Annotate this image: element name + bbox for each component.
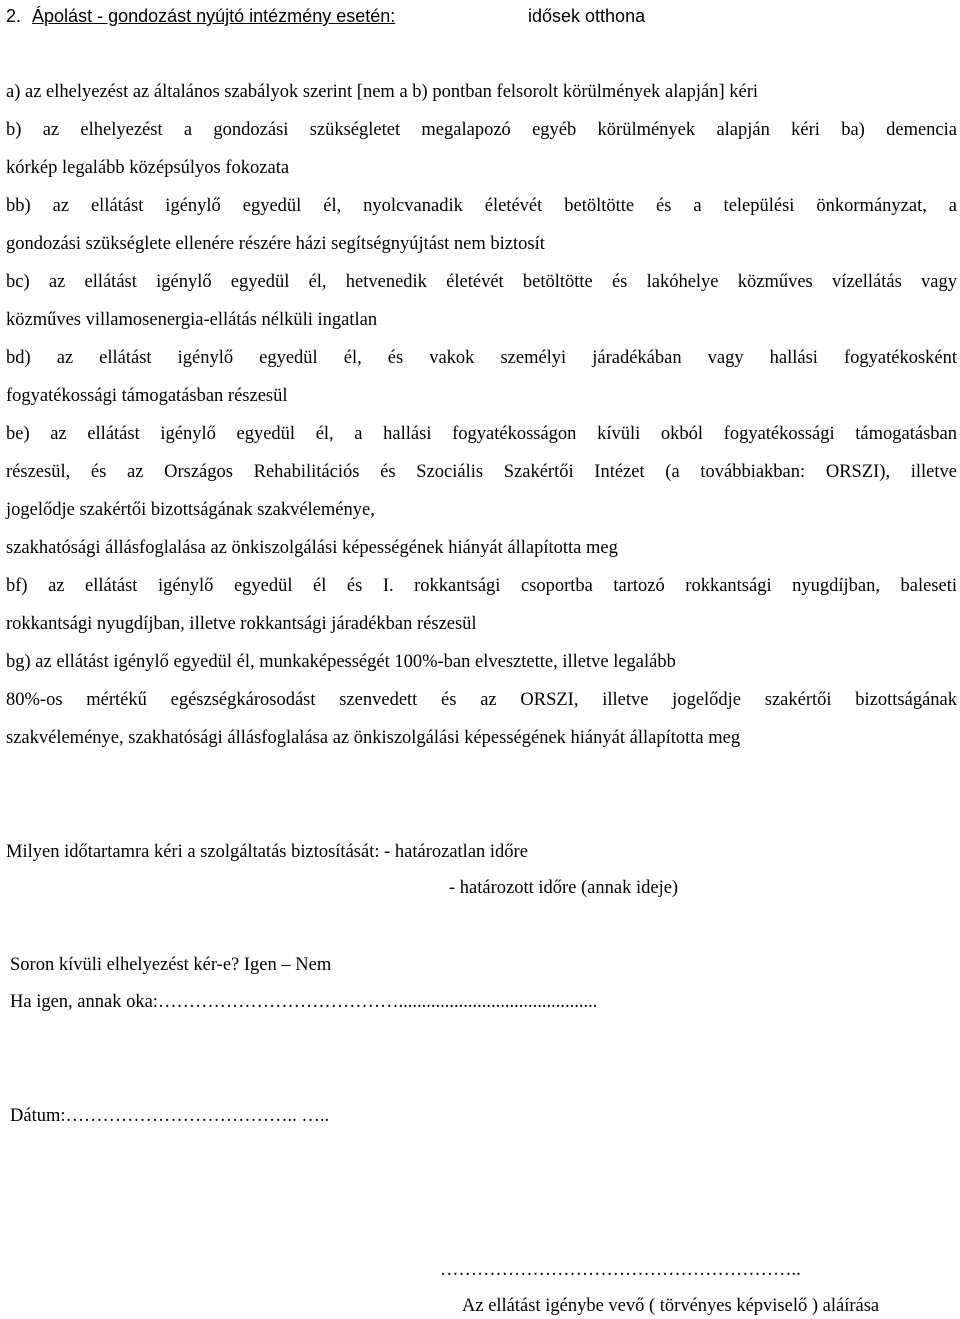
signature-line: …………………………………………………..	[440, 1260, 801, 1280]
item-bb-line1: bb) az ellátást igénylő egyedül él, nyolcvanadik életévét betöltötte és a települési önkormányzat, a	[6, 196, 957, 216]
item-bc-line2: közműves villamosenergia-ellátás nélküli ingatlan	[6, 310, 378, 330]
item-bc-line1: bc) az ellátást igénylő egyedül él, hetvenedik életévét betöltötte és lakóhelye közműves vízellátás vagy	[6, 272, 957, 292]
urgent-reason-field: Ha igen, annak oka:…………………………………...........................................	[10, 992, 598, 1012]
date-field: Dátum:……………………………….. …..	[10, 1106, 330, 1126]
item-bg-line1: bg) az ellátást igénylő egyedül él, munkaképességét 100%-ban elvesztette, illetve legalább	[6, 652, 676, 672]
item-bf-line2: rokkantsági nyugdíjban, illetve rokkantsági járadékban részesül	[6, 614, 477, 634]
duration-question: Milyen időtartamra kéri a szolgáltatás biztosítását: - határozatlan időre	[6, 842, 528, 862]
item-bb-line2: gondozási szükséglete ellenére részére házi segítségnyújtást nem biztosít	[6, 234, 545, 254]
item-bf-line1: bf) az ellátást igénylő egyedül él és I. rokkantsági csoportba tartozó rokkantsági nyugdíjban, baleseti	[6, 576, 957, 596]
item-a: a) az elhelyezést az általános szabályok szerint [nem a b) pontban felsorolt körülmények alapján] kéri	[6, 82, 759, 102]
item-bg-line2: 80%-os mértékű egészségkárosodást szenvedett és az ORSZI, illetve jogelődje szakértői bizottságának	[6, 690, 957, 710]
section-title: Ápolást - gondozást nyújtó intézmény esetén:	[32, 6, 396, 26]
item-bd-line1: bd) az ellátást igénylő egyedül él, és vakok személyi járadékában vagy hallási fogyatékosként	[6, 348, 957, 368]
section-heading	[6, 4, 946, 28]
item-be-line3: jogelődje szakértői bizottságának szakvéleménye,	[6, 500, 375, 520]
item-be-line1: be) az ellátást igénylő egyedül él, a hallási fogyatékosságon kívüli okból fogyatékossági támogatásban	[6, 424, 957, 444]
signature-label: Az ellátást igénybe vevő ( törvényes képviselő ) aláírása	[462, 1296, 880, 1316]
duration-option-fixed: - határozott időre (annak ideje)	[449, 878, 679, 898]
item-be-line4: szakhatósági állásfoglalása az önkiszolgálási képességének hiányát állapította meg	[6, 538, 618, 558]
item-bg-line3: szakvéleménye, szakhatósági állásfoglalása az önkiszolgálási képességének hiányát állapította meg	[6, 728, 741, 748]
section-number: 2.	[6, 6, 22, 26]
item-b-line2: kórkép legalább középsúlyos fokozata	[6, 158, 290, 178]
institution-type: idősek otthona	[528, 6, 646, 26]
item-be-line2: részesül, és az Országos Rehabilitációs és Szociális Szakértői Intézet (a továbbiakban: ORSZI), illetve	[6, 462, 957, 482]
item-b-line1: b) az elhelyezést a gondozási szükségletet megalapozó egyéb körülmények alapján kéri ba) demencia	[6, 120, 957, 140]
item-bd-line2: fogyatékossági támogatásban részesül	[6, 386, 288, 406]
urgent-placement-question: Soron kívüli elhelyezést kér-e? Igen – Nem	[10, 955, 332, 975]
